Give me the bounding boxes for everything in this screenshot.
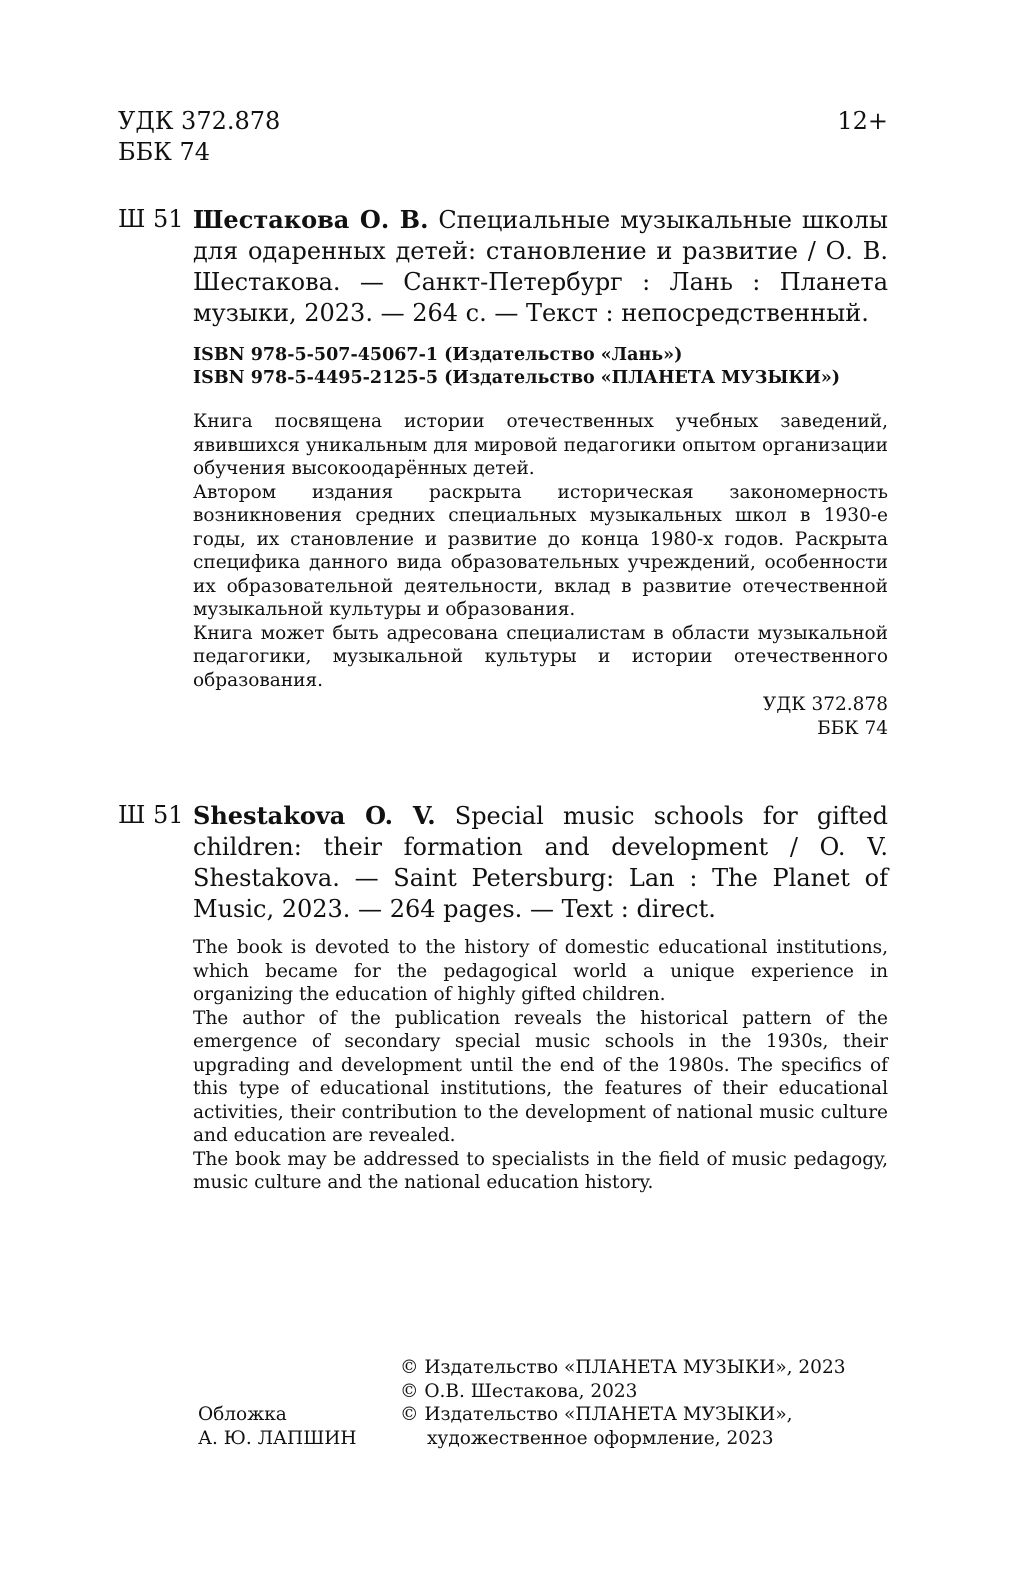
ru-entry-body <box>193 204 888 329</box>
copyright-design: © Издательство «ПЛАНЕТА МУЗЫКИ», <box>400 1404 793 1425</box>
en-annotation-paragraph: The author of the publication reveals the historical pattern of the emergence of secondary special music schools in the 1930s, their upgrading and development until the end of the 1980s. The specifics of this type of educational institutions, the features of their educational activities, their contribution to the development of national music culture and education are revealed. <box>193 1007 888 1146</box>
en-author-code: Ш 51 <box>118 801 184 829</box>
cover-credit <box>198 1403 357 1450</box>
ru-author-code: Ш 51 <box>118 205 184 233</box>
header-udk: УДК 372.878 <box>118 107 281 135</box>
ru-annotation-paragraph: Автором издания раскрыта историческая закономерность возникновения средних специальных музыкальных школ в 1930-е годы, их становление и развитие до конца 1980-х годов. Раскрыта специфика данного вида образовательных учреждений, особенности их образовательной деятельности, вклад в развитие отечественной музыкальной культуры и образования. <box>193 481 888 620</box>
age-rating: 12+ <box>837 107 888 135</box>
header-classification <box>118 106 280 168</box>
ru-bibliographic-entry <box>118 204 888 329</box>
en-author: Shestakova O. V. <box>193 801 436 830</box>
copyright-publisher: © Издательство «ПЛАНЕТА МУЗЫКИ», 2023 <box>400 1357 846 1378</box>
copyright-author: © О.В. Шестакова, 2023 <box>400 1380 638 1402</box>
ru-bbk: ББК 74 <box>817 717 888 739</box>
ru-annotation-paragraph: Книга посвящена истории отечественных учебных заведений, явившихся уникальным для мировой педагогики опытом организации обучения высокоодарённых детей. <box>193 411 888 479</box>
ru-annotation-paragraph: Книга может быть адресована специалистам в области музыкальной педагогики, музыкальной культуры и истории отечественного образования. <box>193 622 888 691</box>
isbn-block <box>193 344 888 390</box>
cover-label: Обложка <box>198 1404 287 1425</box>
en-annotation <box>193 936 888 1195</box>
ru-description: Специальные музыкальные школы для одаренных детей: становление и развитие / О. В. Шестакова. — Санкт-Петербург : Лань : Планета музыки, 2023. — 264 с. — Текст : непосредственный. <box>193 206 888 327</box>
cover-artist: А. Ю. ЛАПШИН <box>198 1427 357 1449</box>
ru-udk: УДК 372.878 <box>762 694 888 715</box>
en-entry-body <box>193 800 888 925</box>
header-bbk: ББК 74 <box>118 138 211 166</box>
copyright-block <box>400 1356 900 1450</box>
copyright-design-continued: художественное оформление, 2023 <box>427 1427 774 1449</box>
en-description: Special music schools for gifted children: their formation and development / O. V. Shestakova. — Saint Petersburg: Lan : The Planet of Music, 2023. — 264 pages. — Text : direct. <box>193 802 888 923</box>
isbn-planet: ISBN 978-5-4495-2125-5 (Издательство «ПЛАНЕТА МУЗЫКИ») <box>193 368 841 388</box>
isbn-lan: ISBN 978-5-507-45067-1 (Издательство «Лань») <box>193 345 683 365</box>
en-annotation-paragraph: The book is devoted to the history of domestic educational institutions, which became for the pedagogical world a unique experience in organizing the education of highly gifted children. <box>193 937 888 1005</box>
ru-classification <box>193 693 888 740</box>
ru-author: Шестакова О. В. <box>193 205 429 234</box>
en-bibliographic-entry <box>118 800 888 925</box>
en-annotation-paragraph: The book may be addressed to specialists in the field of music pedagogy, music culture and the national education history. <box>193 1148 888 1193</box>
ru-annotation <box>193 410 888 692</box>
